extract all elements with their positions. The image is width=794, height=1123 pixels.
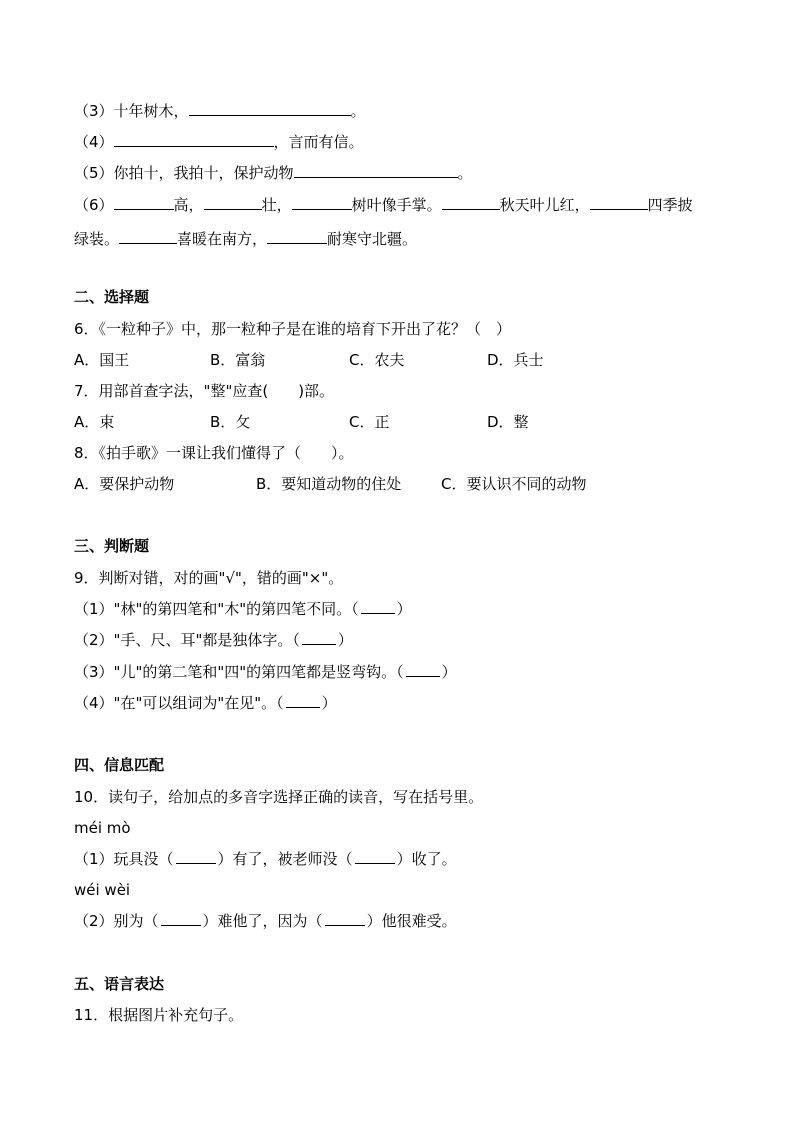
section-heading-choice: 二、选择题	[74, 288, 150, 306]
answer-blank[interactable]	[302, 630, 336, 645]
fill-line-3: （3）十年树木， 。	[74, 99, 366, 122]
answer-blank[interactable]	[267, 227, 327, 244]
question-8: 8．《拍手歌》一课让我们懂得了（ ）。	[74, 444, 354, 462]
question-7: 7．用部首查字法，"整"应查( )部。	[74, 382, 335, 400]
pinyin-options-2: wéi wèi	[74, 881, 131, 899]
q8-option-b[interactable]: B．要知道动物的住处	[256, 475, 402, 493]
fill-line-7: 绿装。 喜暖在南方， 耐寒守北疆。	[74, 227, 417, 250]
fill-line-6: （6） 高， 壮， 树叶像手掌。 秋天叶儿红， 四季披	[74, 193, 693, 216]
question-9: 9．判断对错，对的画"√"，错的画"×"。	[74, 569, 344, 587]
answer-blank[interactable]	[161, 911, 201, 926]
sentence-2: （2）别为（ ）难他了，因为（ ）他很难受。	[74, 912, 457, 930]
q7-option-a[interactable]: A．束	[74, 413, 115, 431]
judgment-item: （2）"手、尺、耳"都是独体字。（ ）	[74, 631, 353, 649]
q6-option-a[interactable]: A．国王	[74, 351, 130, 369]
answer-blank[interactable]	[204, 193, 262, 210]
q6-option-c[interactable]: C．农夫	[349, 351, 405, 369]
answer-blank[interactable]	[406, 662, 440, 677]
judgment-item: （3）"儿"的第二笔和"四"的第四笔都是竖弯钩。（ ）	[74, 663, 457, 681]
answer-blank[interactable]	[292, 193, 352, 210]
q8-option-c[interactable]: C．要认识不同的动物	[441, 475, 587, 493]
question-10: 10．读句子，给加点的多音字选择正确的读音，写在括号里。	[74, 788, 484, 806]
judgment-item: （1）"林"的第四笔和"木"的第四笔不同。（ ）	[74, 600, 412, 618]
answer-blank[interactable]	[590, 193, 648, 210]
answer-blank[interactable]	[114, 193, 174, 210]
q7-option-d[interactable]: D．整	[487, 413, 529, 431]
pinyin-options-1: méi mò	[74, 819, 131, 837]
answer-blank[interactable]	[355, 849, 395, 864]
answer-blank[interactable]	[176, 849, 216, 864]
q8-option-a[interactable]: A．要保护动物	[74, 475, 175, 493]
q7-option-c[interactable]: C．正	[349, 413, 390, 431]
answer-blank[interactable]	[325, 911, 365, 926]
fill-line-5: （5）你拍十，我拍十，保护动物 。	[74, 161, 473, 184]
answer-blank[interactable]	[189, 99, 351, 116]
answer-blank[interactable]	[442, 193, 500, 210]
judgment-item: （4）"在"可以组词为"在见"。（ ）	[74, 694, 337, 712]
section-heading-matching: 四、信息匹配	[74, 756, 165, 774]
answer-blank[interactable]	[294, 161, 458, 178]
q6-option-b[interactable]: B．富翁	[210, 351, 266, 369]
question-6: 6．《一粒种子》中，那一粒种子是在谁的培育下开出了花？（ ）	[74, 320, 512, 338]
section-heading-judgment: 三、判断题	[74, 537, 150, 555]
answer-blank[interactable]	[286, 693, 320, 708]
question-11: 11．根据图片补充句子。	[74, 1006, 244, 1024]
answer-blank[interactable]	[119, 227, 177, 244]
fill-line-4: （4） ，言而有信。	[74, 130, 364, 153]
q6-option-d[interactable]: D．兵士	[487, 351, 544, 369]
answer-blank[interactable]	[114, 130, 274, 147]
section-heading-expression: 五、语言表达	[74, 975, 165, 993]
sentence-1: （1）玩具没（ ）有了，被老师没（ ）收了。	[74, 850, 457, 868]
answer-blank[interactable]	[361, 599, 395, 614]
q7-option-b[interactable]: B．攵	[210, 413, 251, 431]
